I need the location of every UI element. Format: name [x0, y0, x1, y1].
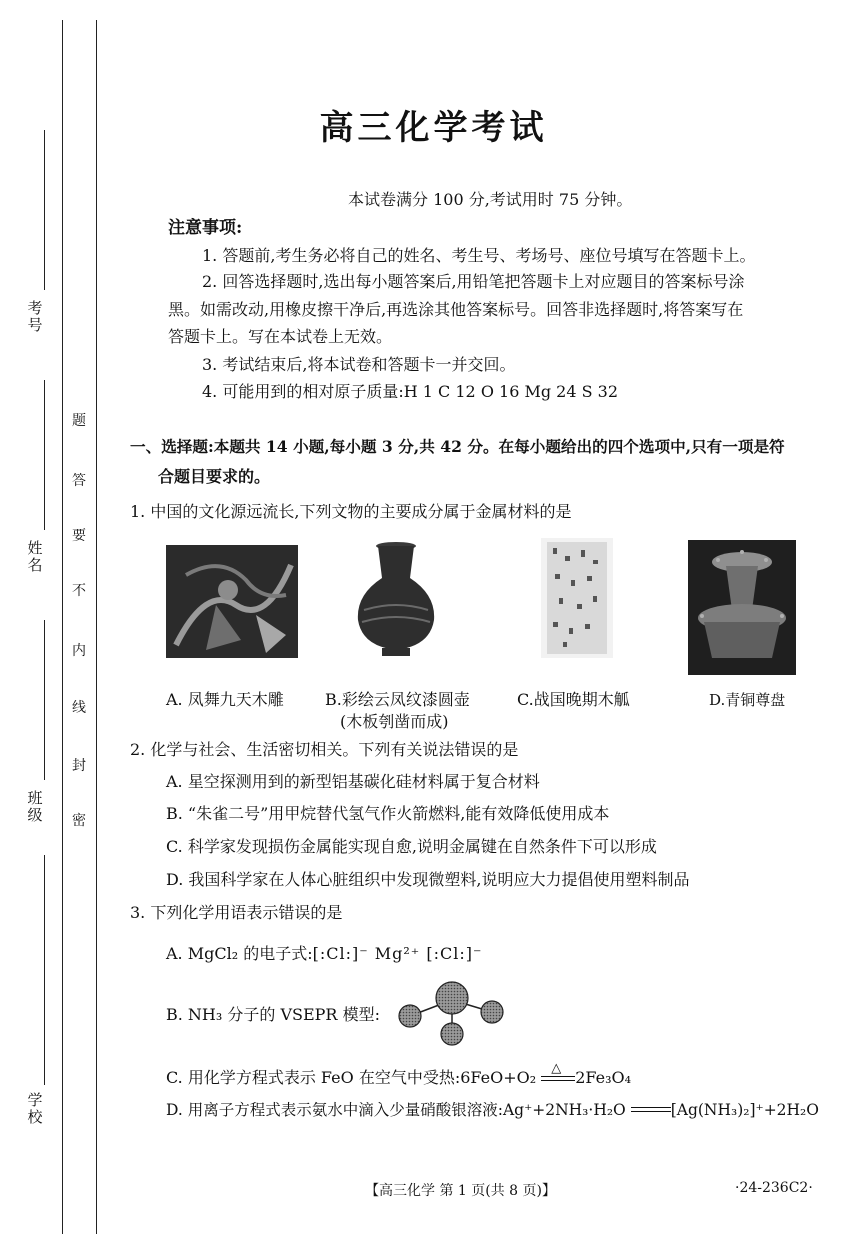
- q3-option-d: [166, 1100, 819, 1120]
- q1-option-d: D.青铜尊盘: [709, 691, 786, 709]
- q3-option-d-text: D. 用离子方程式表示氨水中滴入少量硝酸银溶液:Ag⁺+2NH₃·H₂O: [166, 1101, 626, 1119]
- image-lacquer-pot: [350, 540, 442, 658]
- binding-line-outer: [62, 20, 63, 1234]
- q3-option-a: [166, 944, 482, 964]
- notice-item: 答题卡上。写在本试卷上无效。: [168, 327, 393, 346]
- exam-code: ·24-236C2·: [735, 1180, 813, 1196]
- seal-char: 密: [72, 813, 86, 829]
- label-xuexiao: 学校: [27, 1091, 43, 1126]
- seal-char: 答: [72, 473, 86, 489]
- blank-kaohao: [44, 130, 45, 290]
- notice-item: 黑。如需改动,用橡皮擦干净后,再选涂其他答案标号。回答非选择题时,将答案写在: [168, 300, 744, 319]
- question-1-stem: 1. 中国的文化源远流长,下列文物的主要成分属于金属材料的是: [130, 502, 572, 521]
- q1-option-c: C.战国晚期木觚: [517, 690, 630, 709]
- binding-line-inner: [96, 20, 97, 1234]
- notice-heading: 注意事项:: [168, 218, 243, 238]
- notice-item: 4. 可能用到的相对原子质量:H 1 C 12 O 16 Mg 24 S 32: [202, 382, 619, 401]
- q3-option-c: [166, 1060, 632, 1088]
- blank-xuexiao: [44, 855, 45, 1085]
- image-wood-carving: [166, 545, 298, 658]
- q3-option-a-label: A. MgCl₂ 的电子式:: [166, 944, 313, 963]
- electron-formula: [:Cl:]⁻ Mg²⁺ [:Cl:]⁻: [312, 944, 483, 963]
- seal-char: 不: [72, 583, 86, 599]
- image-bronze-vessel: [688, 540, 796, 675]
- seal-char: 内: [72, 643, 86, 659]
- seal-char: 封: [72, 758, 86, 774]
- question-3-stem: 3. 下列化学用语表示错误的是: [130, 903, 343, 922]
- q1-option-b-note: (木板刳凿而成): [340, 712, 449, 731]
- notice-item: 3. 考试结束后,将本试卷和答题卡一并交回。: [202, 355, 516, 374]
- section-heading: 一、选择题:本题共 14 小题,每小题 3 分,共 42 分。在每小题给出的四个选项中,只有一项是符: [130, 437, 785, 456]
- q2-option-a: A. 星空探测用到的新型铝基碳化硅材料属于复合材料: [166, 772, 540, 791]
- seal-char: 要: [72, 528, 86, 544]
- equals-sign: [631, 1105, 671, 1117]
- q2-option-d: D. 我国科学家在人体心脏组织中发现微塑料,说明应大力提倡使用塑料制品: [166, 870, 690, 889]
- q3-option-b: B. NH₃ 分子的 VSEPR 模型:: [166, 1005, 380, 1024]
- q1-option-b: B.彩绘云凤纹漆圆壶: [325, 690, 470, 709]
- image-wooden-gu: [541, 538, 613, 658]
- q3-option-c-product: 2Fe₃O₄: [575, 1068, 632, 1087]
- notice-item: 2. 回答选择题时,选出每小题答案后,用铅笔把答题卡上对应题目的答案标号涂: [202, 272, 745, 291]
- notice-item: 1. 答题前,考生务必将自己的姓名、考生号、考场号、座位号填写在答题卡上。: [202, 246, 756, 265]
- q2-option-b: B. “朱雀二号”用甲烷替代氢气作火箭燃料,能有效降低使用成本: [166, 804, 610, 823]
- label-banji: 班级: [27, 789, 43, 824]
- q2-option-c: C. 科学家发现损伤金属能实现自愈,说明金属键在自然条件下可以形成: [166, 837, 657, 856]
- blank-xingming: [44, 380, 45, 530]
- page-title: 高三化学考试: [319, 108, 548, 148]
- page-footer: 【高三化学 第 1 页(共 8 页)】: [365, 1183, 556, 1199]
- seal-char: 题: [72, 413, 86, 429]
- heat-arrow: [541, 1060, 575, 1087]
- blank-banji: [44, 620, 45, 780]
- exam-subtitle: 本试卷满分 100 分,考试用时 75 分钟。: [348, 190, 633, 209]
- label-kaohao: 考号: [27, 299, 43, 334]
- q1-option-a: A. 凤舞九天木雕: [166, 690, 284, 709]
- section-heading-cont: 合题目要求的。: [158, 467, 271, 486]
- heat-symbol: △: [551, 1060, 562, 1076]
- vsepr-model-figure: [396, 978, 516, 1048]
- seal-char: 线: [72, 700, 86, 716]
- q3-option-c-text: C. 用化学方程式表示 FeO 在空气中受热:6FeO+O₂: [166, 1068, 537, 1087]
- q3-option-d-product: [Ag(NH₃)₂]⁺+2H₂O: [670, 1101, 819, 1119]
- label-xingming: 姓名: [27, 539, 43, 574]
- question-2-stem: 2. 化学与社会、生活密切相关。下列有关说法错误的是: [130, 740, 519, 759]
